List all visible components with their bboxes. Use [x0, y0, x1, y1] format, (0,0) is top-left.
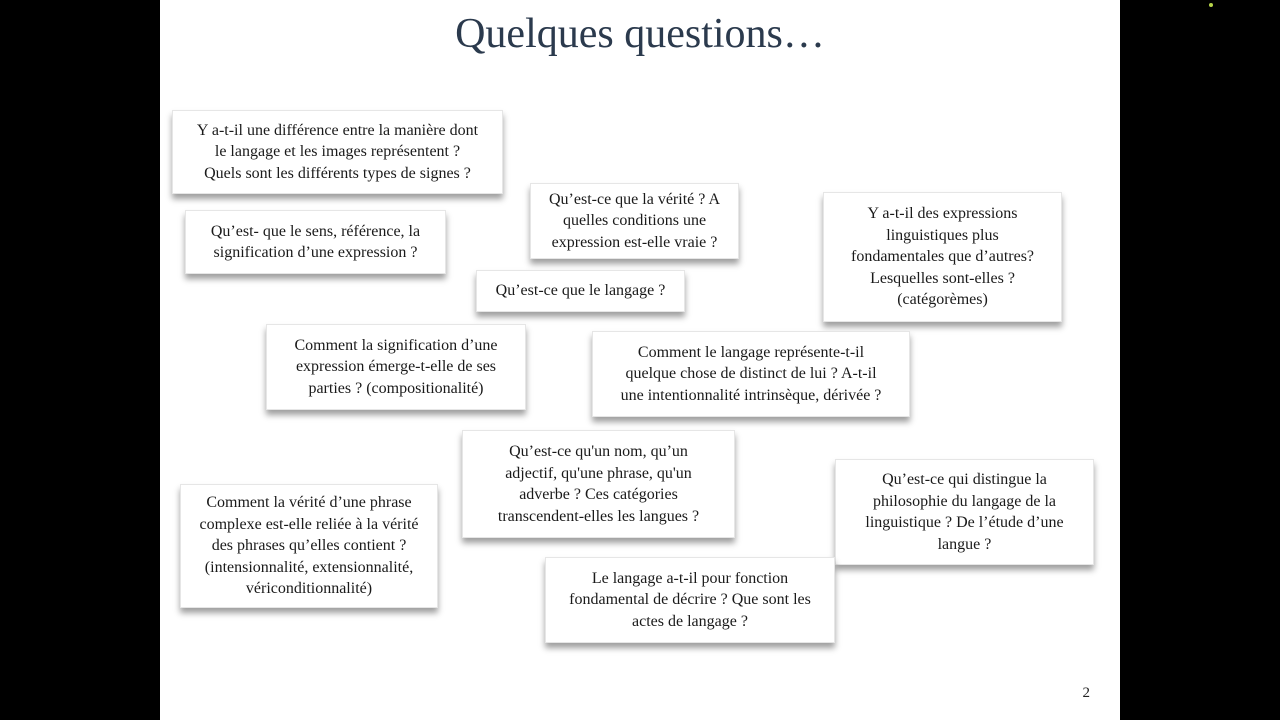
question-card-signs: Y a-t-il une différence entre la manière dont le langage et les images représentent ? Quels sont les différents types de signes ?	[172, 110, 503, 194]
slide-title: Quelques questions…	[455, 11, 825, 57]
question-card-language: Qu’est-ce que le langage ?	[476, 270, 685, 312]
cursor-dot	[1209, 3, 1213, 7]
question-card-sense-reference: Qu’est- que le sens, référence, la signification d’une expression ?	[185, 210, 446, 274]
question-card-compositionality: Comment la signification d’une expression émerge-t-elle de ses parties ? (compositionalité)	[266, 324, 526, 410]
question-card-fundamental-expressions: Y a-t-il des expressions linguistiques plus fondamentales que d’autres? Lesquelles sont-elles ? (catégorèmes)	[823, 192, 1062, 322]
question-card-intentionality: Comment le langage représente-t-il quelque chose de distinct de lui ? A-t-il une intentionnalité intrinsèque, dérivée ?	[592, 331, 910, 417]
question-card-grammatical-categories: Qu’est-ce qu'un nom, qu’un adjectif, qu'une phrase, qu'un adverbe ? Ces catégories transcendent-elles les langues ?	[462, 430, 735, 538]
slide	[160, 0, 1120, 720]
question-card-complex-truth: Comment la vérité d’une phrase complexe est-elle reliée à la vérité des phrases qu’elles contient ? (intensionnalité, extensionnalité, vériconditionnalité)	[180, 484, 438, 608]
question-card-truth: Qu’est-ce que la vérité ? A quelles conditions une expression est-elle vraie ?	[530, 183, 739, 259]
page-number: 2	[1082, 685, 1090, 701]
question-card-philosophy-vs-linguistics: Qu’est-ce qui distingue la philosophie du langage de la linguistique ? De l’étude d’une langue ?	[835, 459, 1094, 565]
question-card-speech-acts: Le langage a-t-il pour fonction fondamental de décrire ? Que sont les actes de langage ?	[545, 557, 835, 643]
